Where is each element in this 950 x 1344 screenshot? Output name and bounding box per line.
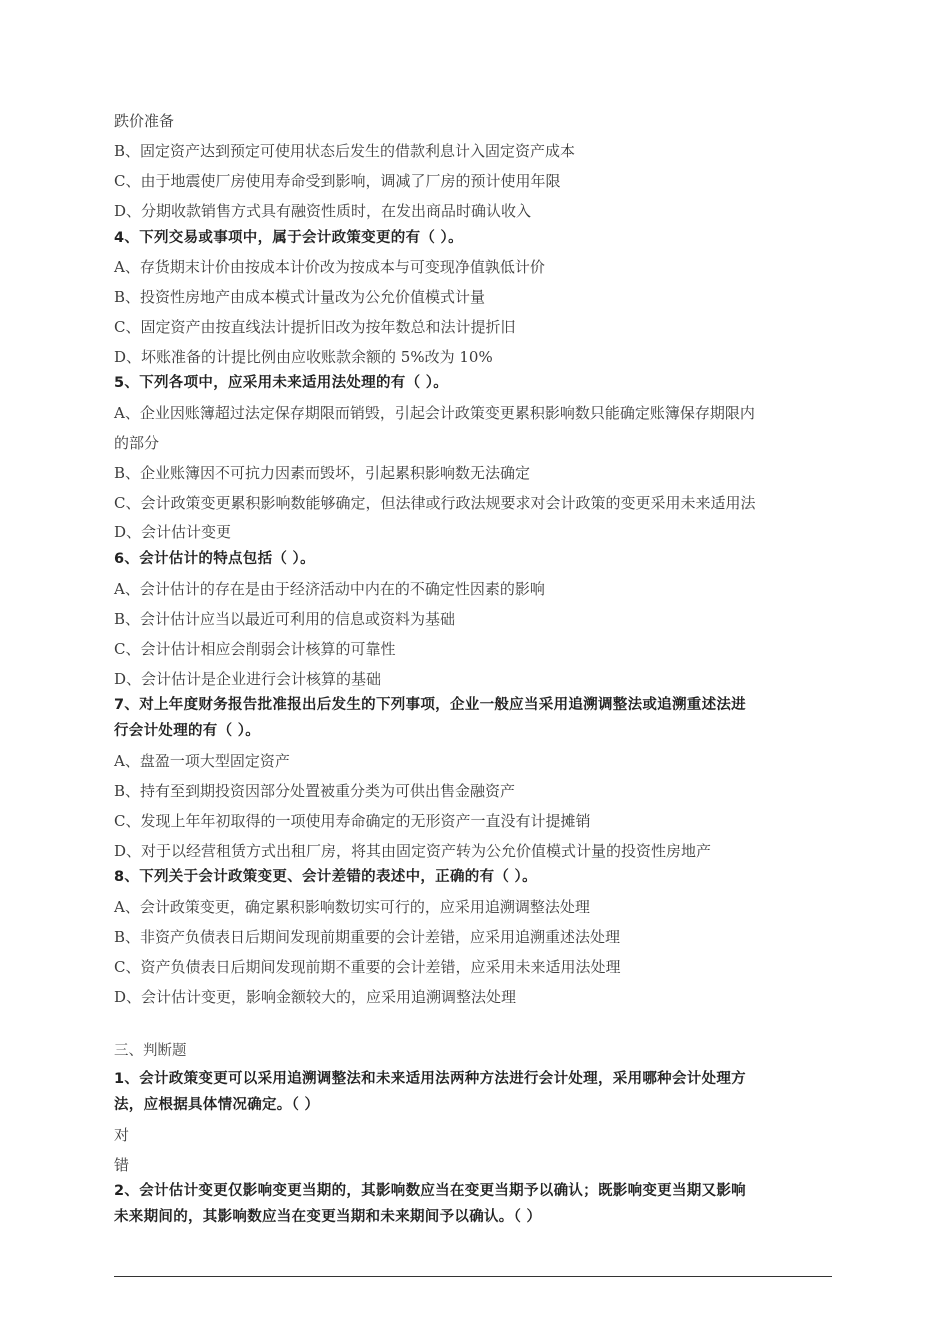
option-line: C、会计估计相应会削弱会计核算的可靠性 xyxy=(114,640,396,658)
option-line: C、资产负债表日后期间发现前期不重要的会计差错，应采用未来适用法处理 xyxy=(114,958,621,976)
option-line: D、会计估计是企业进行会计核算的基础 xyxy=(114,670,382,688)
option-line: D、分期收款销售方式具有融资性质时，在发出商品时确认收入 xyxy=(114,202,532,220)
option-line: C、会计政策变更累积影响数能够确定，但法律或行政法规要求对会计政策的变更采用未来适用法 xyxy=(114,494,756,512)
option-line: B、投资性房地产由成本模式计量改为公允价值模式计量 xyxy=(114,288,486,306)
option-line: D、会计估计变更 xyxy=(114,523,232,541)
option-line: A、会计政策变更，确定累积影响数切实可行的，应采用追溯调整法处理 xyxy=(114,898,590,916)
question-line: 2、会计估计变更仅影响变更当期的，其影响数应当在变更当期予以确认；既影响变更当期又影响 xyxy=(114,1183,746,1199)
option-line: B、企业账簿因不可抗力因素而毁坏，引起累积影响数无法确定 xyxy=(114,464,531,482)
question-line: 4、下列交易或事项中，属于会计政策变更的有（ ）。 xyxy=(114,230,463,246)
section-heading: 三、判断题 xyxy=(114,1043,187,1059)
option-line: B、会计估计应当以最近可利用的信息或资料为基础 xyxy=(114,610,456,628)
answer-option-true: 对 xyxy=(114,1126,130,1144)
question-line: 8、下列关于会计政策变更、会计差错的表述中，正确的有（ ）。 xyxy=(114,869,537,885)
option-line: 的部分 xyxy=(114,434,160,452)
option-line: A、盘盈一项大型固定资产 xyxy=(114,752,290,770)
option-line: D、会计估计变更，影响金额较大的，应采用追溯调整法处理 xyxy=(114,988,517,1006)
answer-option-false: 错 xyxy=(114,1156,130,1174)
question-line: 法，应根据具体情况确定。（ ） xyxy=(114,1097,320,1113)
option-line: A、存货期末计价由按成本计价改为按成本与可变现净值孰低计价 xyxy=(114,258,545,276)
footer-rule xyxy=(114,1276,832,1277)
option-line: B、固定资产达到预定可使用状态后发生的借款利息计入固定资产成本 xyxy=(114,142,576,160)
question-line: 5、下列各项中，应采用未来适用法处理的有（ ）。 xyxy=(114,375,449,391)
option-line: C、固定资产由按直线法计提折旧改为按年数总和法计提折旧 xyxy=(114,318,516,336)
option-line: C、发现上年年初取得的一项使用寿命确定的无形资产一直没有计提摊销 xyxy=(114,812,591,830)
option-line: A、会计估计的存在是由于经济活动中内在的不确定性因素的影响 xyxy=(114,580,545,598)
option-line: D、坏账准备的计提比例由应收账款余额的 5%改为 10% xyxy=(114,348,493,366)
question-line: 行会计处理的有（ ）。 xyxy=(114,723,261,739)
question-line: 1、会计政策变更可以采用追溯调整法和未来适用法两种方法进行会计处理，采用哪种会计处理方 xyxy=(114,1071,746,1087)
option-line: A、企业因账簿超过法定保存期限而销毁，引起会计政策变更累积影响数只能确定账簿保存期限内 xyxy=(114,404,755,422)
option-line: B、持有至到期投资因部分处置被重分类为可供出售金融资产 xyxy=(114,782,516,800)
question-line: 7、对上年度财务报告批准报出后发生的下列事项，企业一般应当采用追溯调整法或追溯重述法进 xyxy=(114,697,746,713)
option-line: B、非资产负债表日后期间发现前期重要的会计差错，应采用追溯重述法处理 xyxy=(114,928,621,946)
option-line: D、对于以经营租赁方式出租厂房，将其由固定资产转为公允价值模式计量的投资性房地产 xyxy=(114,842,712,860)
option-line: C、由于地震使厂房使用寿命受到影响，调减了厂房的预计使用年限 xyxy=(114,172,561,190)
question-line: 6、会计估计的特点包括（ ）。 xyxy=(114,551,315,567)
text-line: 跌价准备 xyxy=(114,112,175,130)
question-line: 未来期间的，其影响数应当在变更当期和未来期间予以确认。（ ） xyxy=(114,1209,542,1225)
